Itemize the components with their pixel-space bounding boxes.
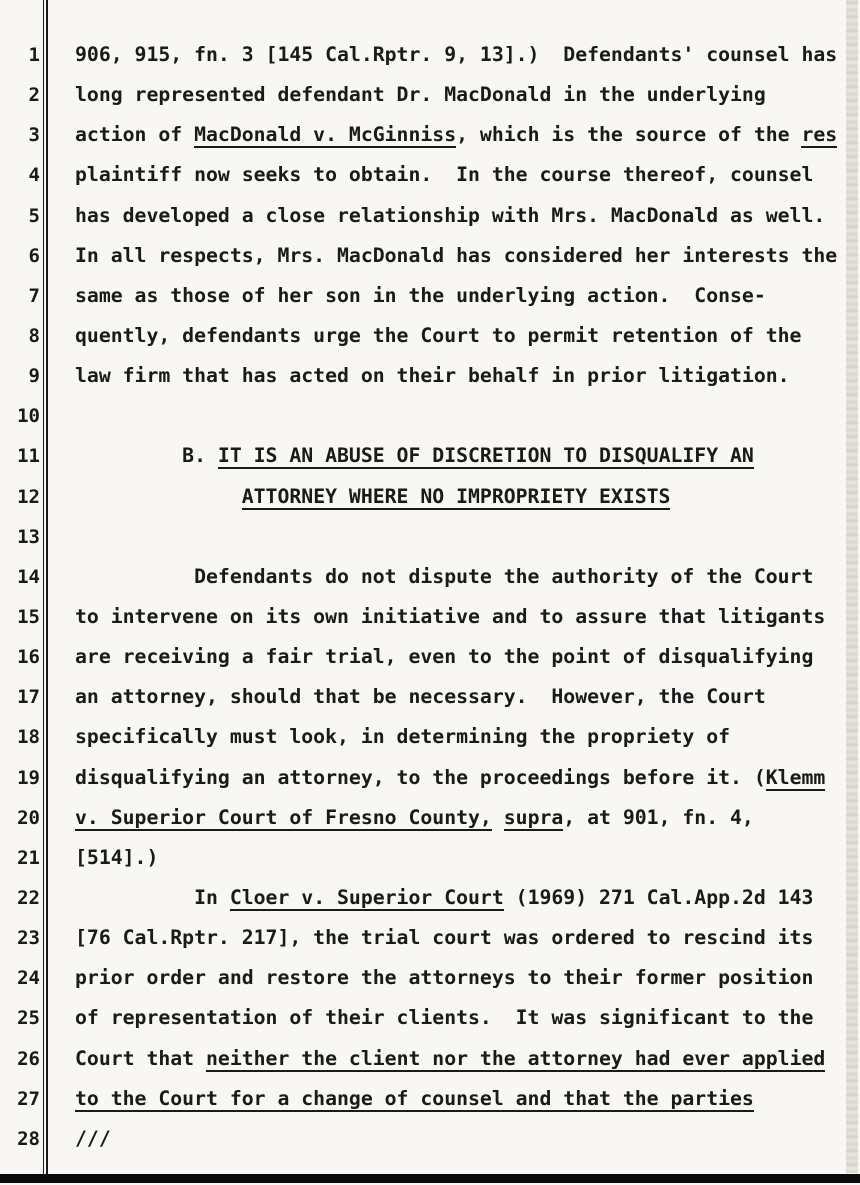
- document-line: [0, 1079, 860, 1119]
- text-segment: ///: [75, 1126, 111, 1150]
- line-number: 16: [17, 646, 40, 669]
- line-number: 7: [28, 284, 40, 307]
- line-text: [75, 798, 754, 838]
- underlined-text: IT IS AN ABUSE OF DISCRETION TO DISQUALIFY AN: [217, 444, 754, 468]
- line-number: 23: [17, 927, 40, 950]
- line-text: [75, 356, 790, 396]
- line-text: [75, 115, 837, 155]
- document-line: [0, 1039, 860, 1079]
- line-number: 19: [17, 766, 40, 789]
- line-number: 4: [28, 164, 40, 187]
- underlined-text: MacDonald v. McGinniss: [194, 123, 457, 147]
- document-line: [0, 35, 860, 75]
- line-text: [75, 35, 837, 75]
- document-line: [0, 155, 860, 195]
- line-text: [75, 196, 825, 236]
- scan-bottom-artifact: [0, 1174, 860, 1183]
- line-text: [75, 918, 813, 958]
- document-line: [0, 798, 860, 838]
- line-number: 20: [17, 806, 40, 829]
- document-line: [0, 717, 860, 757]
- line-text: [75, 276, 766, 316]
- line-text: [75, 717, 730, 757]
- document-line: [0, 517, 860, 557]
- text-segment: same as those of her son in the underlying action. Conse-: [75, 283, 766, 307]
- line-text: [75, 1079, 754, 1119]
- line-number: 6: [28, 244, 40, 267]
- document-line: [0, 597, 860, 637]
- underlined-text: v. Superior Court of Fresno County,: [75, 805, 492, 829]
- line-text: [75, 758, 825, 798]
- line-text: [75, 958, 813, 998]
- text-segment: prior order and restore the attorneys to their former position: [75, 966, 814, 990]
- text-segment: (1969) 271 Cal.App.2d 143: [503, 885, 814, 909]
- text-segment: , which is the source of the: [456, 123, 802, 147]
- document-line: [0, 316, 860, 356]
- document-line: [0, 838, 860, 878]
- document-line: [0, 1119, 860, 1159]
- document-line: [0, 236, 860, 276]
- text-segment: In: [75, 885, 230, 909]
- text-segment: of representation of their clients. It was significant to the: [75, 1006, 814, 1030]
- underlined-text: neither the client nor the attorney had ever applied: [206, 1046, 826, 1070]
- text-segment: to intervene on its own initiative and to assure that litigants: [75, 604, 826, 628]
- document-line: [0, 998, 860, 1038]
- text-segment: In all respects, Mrs. MacDonald has considered her interests the: [75, 243, 838, 267]
- underlined-text: supra: [503, 805, 564, 829]
- text-segment: are receiving a fair trial, even to the point of disqualifying: [75, 645, 814, 669]
- line-text: [75, 1039, 825, 1079]
- text-segment: 906, 915, fn. 3 [145 Cal.Rptr. 9, 13].) Defendants' counsel has: [75, 43, 838, 66]
- line-number: 26: [17, 1047, 40, 1070]
- line-number: 11: [17, 445, 40, 468]
- line-text: [75, 878, 813, 918]
- text-segment: [75, 485, 242, 508]
- underlined-text: to the Court for a change of counsel and that the parties: [75, 1086, 754, 1110]
- text-segment: law firm that has acted on their behalf in prior litigation.: [75, 364, 790, 388]
- line-number: 28: [17, 1127, 40, 1150]
- line-number: 25: [17, 1007, 40, 1030]
- line-number: 10: [17, 405, 40, 428]
- text-segment: disqualifying an attorney, to the proceedings before it. (: [75, 765, 766, 789]
- document-line: [0, 436, 860, 476]
- text-segment: long represented defendant Dr. MacDonald in the underlying: [75, 83, 766, 107]
- document-line: [0, 477, 860, 517]
- line-number: 8: [28, 324, 40, 347]
- line-number: 13: [17, 525, 40, 548]
- line-text: [75, 998, 813, 1038]
- line-number: 3: [28, 124, 40, 147]
- line-number: 2: [28, 84, 40, 107]
- underlined-text: res: [801, 123, 838, 147]
- text-segment: action of: [75, 123, 195, 147]
- text-segment: plaintiff now seeks to obtain. In the course thereof, counsel: [75, 163, 814, 187]
- text-segment: an attorney, should that be necessary. However, the Court: [75, 685, 766, 709]
- document-line: [0, 758, 860, 798]
- document-line: [0, 557, 860, 597]
- line-text: [75, 637, 813, 677]
- text-segment: specifically must look, in determining the propriety of: [75, 725, 731, 749]
- line-number: 21: [17, 846, 40, 869]
- line-number: 9: [28, 365, 40, 388]
- text-segment: [76 Cal.Rptr. 217], the trial court was ordered to rescind its: [75, 926, 814, 950]
- text-segment: Court that: [75, 1046, 207, 1070]
- line-number: 27: [17, 1087, 40, 1110]
- line-number: 18: [17, 726, 40, 749]
- text-segment: has developed a close relationship with Mrs. MacDonald as well.: [75, 203, 826, 227]
- document-body: [0, 35, 860, 1159]
- line-text: [75, 236, 837, 276]
- line-text: [75, 155, 813, 195]
- line-text: [75, 436, 754, 476]
- line-number: 14: [17, 565, 40, 588]
- line-number: 1: [28, 44, 40, 66]
- underlined-text: ATTORNEY WHERE NO IMPROPRIETY EXISTS: [241, 484, 671, 508]
- text-segment: quently, defendants urge the Court to permit retention of the: [75, 323, 802, 347]
- document-line: [0, 878, 860, 918]
- line-text: [75, 477, 670, 517]
- line-text: [75, 677, 766, 717]
- line-text: [75, 597, 825, 637]
- text-segment: Defendants do not dispute the authority of the Court: [75, 564, 814, 588]
- document-line: [0, 677, 860, 717]
- line-number: 17: [17, 686, 40, 709]
- document-line: [0, 918, 860, 958]
- document-line: [0, 276, 860, 316]
- line-number: 24: [17, 967, 40, 990]
- line-number: 12: [17, 485, 40, 508]
- document-line: [0, 115, 860, 155]
- line-text: [75, 838, 158, 878]
- text-segment: [514].): [75, 845, 159, 869]
- document-line: [0, 396, 860, 436]
- line-text: [75, 75, 766, 115]
- underlined-text: Cloer v. Superior Court: [229, 885, 504, 909]
- text-segment: , at 901, fn. 4,: [563, 805, 754, 829]
- document-line: [0, 196, 860, 236]
- underlined-text: Klemm: [765, 765, 826, 789]
- scan-edge-artifact: [846, 0, 858, 1173]
- line-number: 15: [17, 605, 40, 628]
- line-text: [75, 557, 813, 597]
- line-text: [75, 316, 801, 356]
- line-text: [75, 1119, 111, 1159]
- document-line: [0, 356, 860, 396]
- document-line: [0, 75, 860, 115]
- line-number: 22: [17, 886, 40, 909]
- document-line: [0, 958, 860, 998]
- line-number: 5: [28, 204, 40, 227]
- text-segment: B.: [75, 444, 218, 468]
- text-segment: [492, 806, 504, 829]
- document-line: [0, 637, 860, 677]
